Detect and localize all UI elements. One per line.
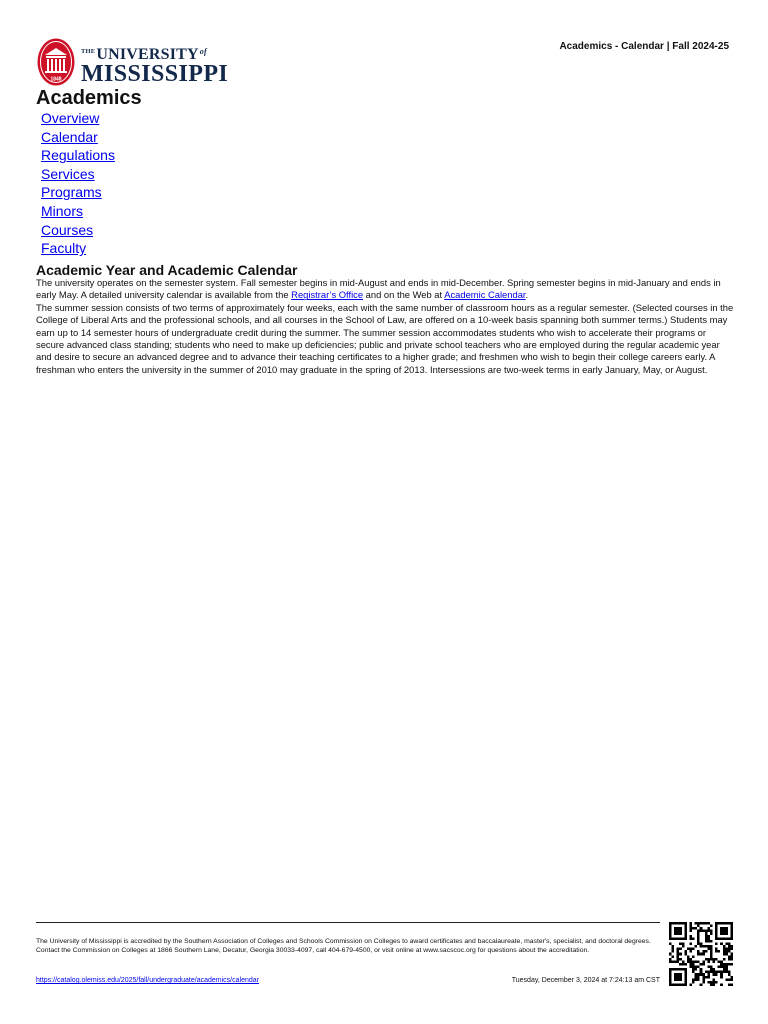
wordmark-of: of bbox=[199, 47, 207, 56]
nav-link-services[interactable]: Services bbox=[41, 165, 95, 182]
accreditation-statement: The University of Mississippi is accredited by the Southern Association of Colleges and Schools Commission on Colleges to award certificates and baccalaureate, master's, specialist, and doctoral degrees. Contact the Commission on Colleges at 1866 Southern Lane, Decatur, Georgia 30033-4097, call 404-679-4500, or visit online at www.sacscoc.org for questions about the accreditation. bbox=[36, 938, 651, 954]
nav-link-overview[interactable]: Overview bbox=[41, 110, 100, 126]
page-title: Academics bbox=[36, 87, 142, 109]
nav-link-programs[interactable]: Programs bbox=[41, 184, 102, 201]
academic-calendar-link[interactable]: Academic Calendar bbox=[444, 289, 526, 301]
section-nav bbox=[41, 109, 115, 258]
wordmark-mississippi: MISSISSIPPI bbox=[81, 61, 229, 87]
university-seal-icon bbox=[37, 38, 75, 86]
university-wordmark bbox=[81, 44, 228, 85]
page-url bbox=[36, 977, 259, 984]
page-url-link[interactable]: https://catalog.olemiss.edu/2025/fall/undergraduate/academics/calendar bbox=[36, 977, 259, 984]
wordmark-the: THE bbox=[81, 48, 96, 55]
seal-year: 1848 bbox=[50, 76, 62, 83]
wordmark-university: UNIVERSITY bbox=[96, 46, 199, 63]
qr-code-icon bbox=[669, 922, 733, 986]
nav-link-courses[interactable]: Courses bbox=[41, 221, 94, 238]
nav-link-calendar[interactable]: Calendar bbox=[41, 128, 98, 145]
nav-link-regulations[interactable]: Regulations bbox=[41, 147, 115, 164]
university-logo[interactable] bbox=[37, 38, 227, 86]
footer-divider bbox=[36, 922, 660, 923]
nav-link-faculty[interactable]: Faculty bbox=[41, 240, 87, 257]
paragraph-summer-session: The summer session consists of two terms of approximately four weeks, each with the same number of classroom hours as a regular semester. (Selected courses in the College of Liberal Arts and the professional schools, and all courses in the School of Law, are offered on a 10-week basis spanning both summer terms.) Students may earn up to 14 semester hours of undergraduate credit during the summer. The summer session accommodates students who wish to accelerate their programs or secure advanced class standing; students who need to make up deficiencies; public and private school teachers who are employed during the regular academic year and desire to secure an advanced degree and to advance their teaching certificates to a higher grade; and freshmen who wish to begin their college careers early. A freshman who enters the university in the summer of 2010 may graduate in the spring of 2013. Intersessions are two-week terms in early January, May, or August. bbox=[36, 301, 734, 375]
paragraph-semester-system: The university operates on the semester system. Fall semester begins in mid-August and ends in mid-December. Spring semester begins in mid-January and ends in early May. A detailed university calendar is available from the Registrar’s Office and on the Web at Academic Calendar. bbox=[36, 277, 721, 301]
print-timestamp: Tuesday, December 3, 2024 at 7:24:13 am CST bbox=[511, 977, 660, 984]
section-body bbox=[36, 277, 736, 376]
section-heading: Academic Year and Academic Calendar bbox=[36, 262, 298, 278]
registrars-office-link[interactable]: Registrar’s Office bbox=[291, 289, 364, 301]
nav-link-minors[interactable]: Minors bbox=[41, 202, 84, 219]
document-title: Academics - Calendar | Fall 2024-25 bbox=[559, 41, 729, 52]
